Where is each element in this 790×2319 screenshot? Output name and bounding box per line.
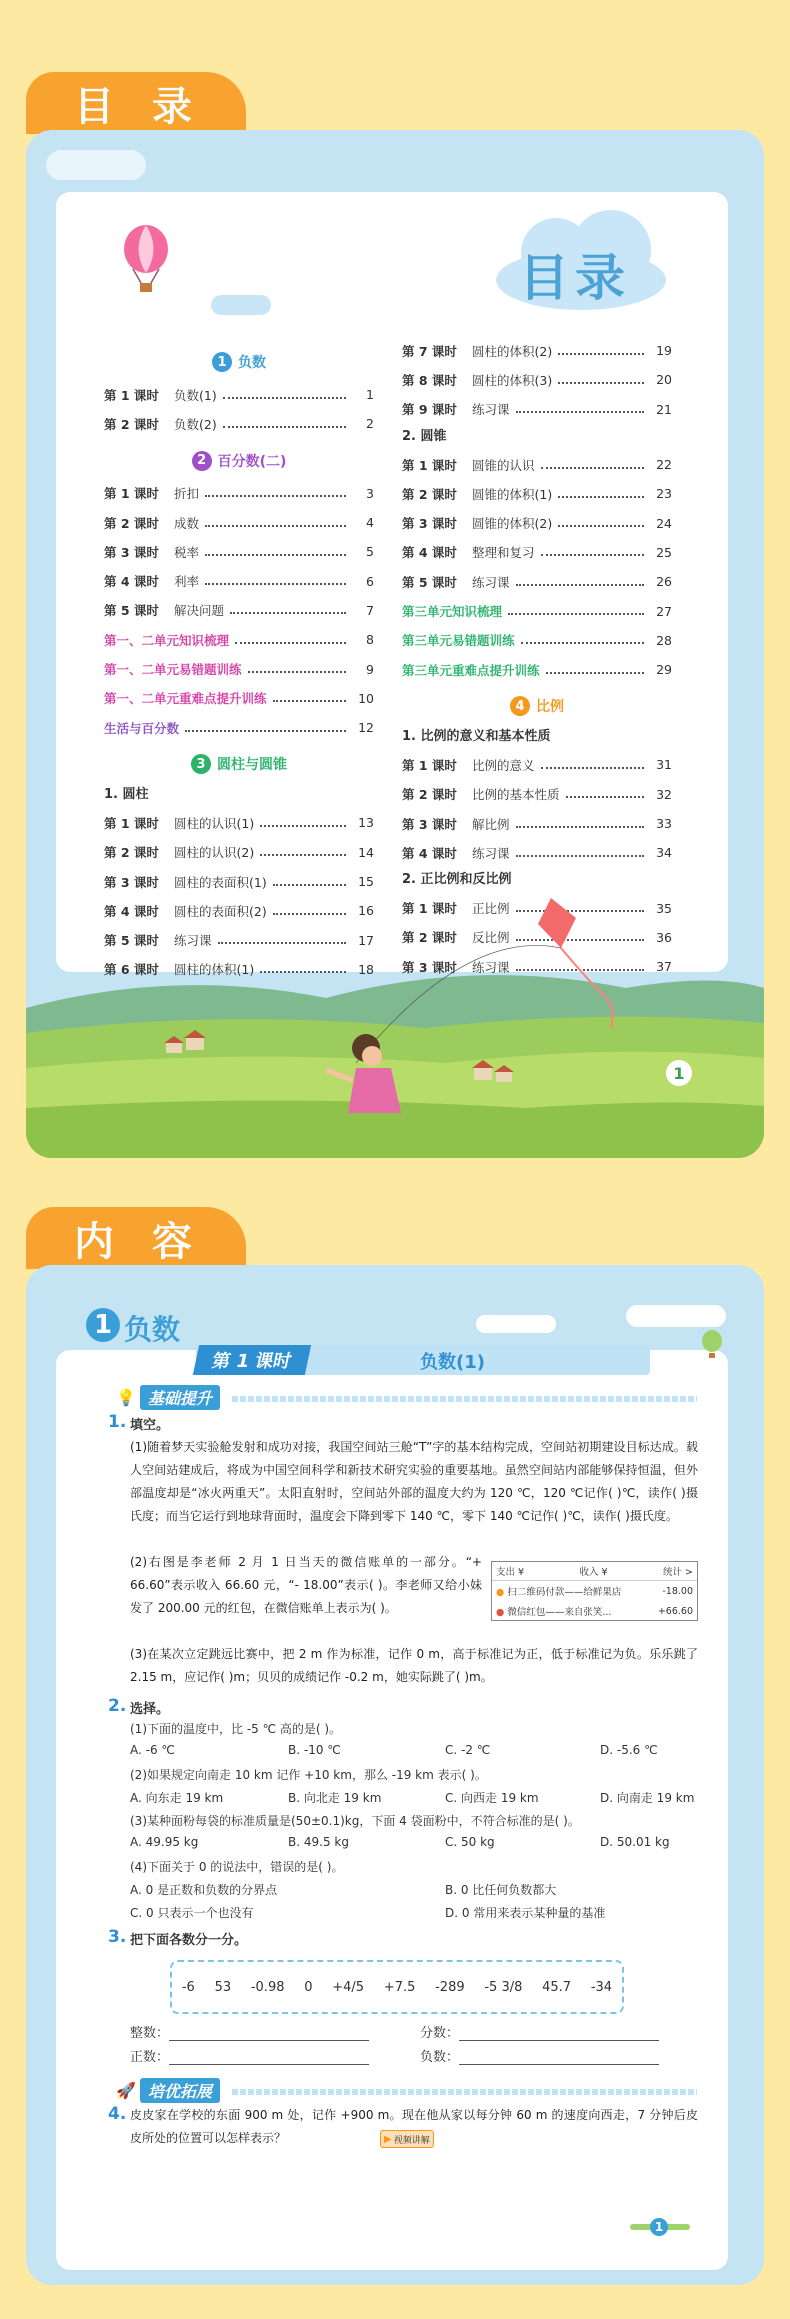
choice-option[interactable]: A. 49.95 kg xyxy=(130,1835,199,1849)
choice-option[interactable]: D. 0 常用来表示某种量的基准 xyxy=(445,1906,606,1920)
choice-option[interactable]: C. 0 只表示一个也没有 xyxy=(130,1906,254,1920)
basic-section-title: 基础提升 xyxy=(140,1385,220,1410)
page-number: 29 xyxy=(656,662,672,678)
toc-entry[interactable] xyxy=(402,780,672,809)
toc-entry[interactable] xyxy=(402,336,672,365)
lesson-title: 圆柱的体积(1) xyxy=(174,962,255,978)
unit-heading xyxy=(104,447,374,475)
toc-section-tab: 目 录 xyxy=(26,72,246,134)
question-number: 4. xyxy=(108,2104,127,2124)
classify-label: 分数： xyxy=(420,2026,460,2041)
lesson-title: 练习课 xyxy=(174,933,212,949)
unit-heading xyxy=(104,750,374,778)
lesson-label: 第 3 课时 xyxy=(402,516,457,532)
basic-section-header xyxy=(116,1385,220,1410)
lesson-title: 练习课 xyxy=(472,574,510,590)
lesson-title: 圆柱的认识(1) xyxy=(174,815,255,831)
cloud-decoration xyxy=(476,1315,556,1333)
dot-leader xyxy=(516,849,644,857)
lesson-title: 练习课 xyxy=(472,402,510,418)
page-number: 10 xyxy=(358,690,374,706)
page-number: 24 xyxy=(656,515,672,531)
lesson-label: 第 5 课时 xyxy=(104,603,159,619)
dot-leader xyxy=(516,820,644,828)
toc-big-title: 目录 xyxy=(519,249,631,307)
choice-option[interactable]: C. -2 ℃ xyxy=(445,1743,491,1757)
unit-number-badge: 4 xyxy=(510,696,530,716)
page-number: 2 xyxy=(366,416,374,432)
toc-entry[interactable] xyxy=(402,809,672,838)
page-number: 4 xyxy=(366,515,374,531)
toc-special-entry[interactable] xyxy=(104,654,374,683)
lesson-tag xyxy=(193,1345,311,1375)
page-number: 8 xyxy=(366,632,374,648)
dot-leader xyxy=(273,694,346,702)
page-number-label: 1 xyxy=(650,2218,668,2236)
special-title: 第三单元易错题训练 xyxy=(402,633,515,649)
toc-entry[interactable] xyxy=(402,567,672,596)
number-item: +7.5 xyxy=(383,1979,416,1995)
lesson-title: 成数 xyxy=(174,515,200,531)
lesson-title: 比例的意义 xyxy=(472,757,535,773)
number-box xyxy=(170,1960,624,2014)
dot-leader xyxy=(541,761,644,769)
choice-question-2: (2)如果规定向南走 10 km 记作 +10 km，那么 -19 km 表示( )。 xyxy=(130,1768,487,1782)
question-number: 2. xyxy=(108,1696,127,1716)
classify-label: 负数： xyxy=(420,2050,460,2065)
dot-leader xyxy=(223,391,346,399)
lesson-label: 第 4 课时 xyxy=(104,574,159,590)
toc-card xyxy=(26,130,764,1158)
toc-entry[interactable] xyxy=(104,537,374,566)
dot-leader xyxy=(230,606,346,614)
lesson-title: 正比例 xyxy=(472,901,510,917)
lesson-label: 第 1 课时 xyxy=(104,387,159,403)
toc-special-entry[interactable] xyxy=(104,625,374,654)
choice-question-4: (4)下面关于 0 的说法中，错误的是( )。 xyxy=(130,1860,344,1874)
special-title: 第一、二单元重难点提升训练 xyxy=(104,691,267,707)
extension-section-header xyxy=(116,2078,220,2103)
lesson-label: 第 4 课时 xyxy=(402,845,457,861)
page-number: 18 xyxy=(358,961,374,977)
unit-heading xyxy=(104,348,374,376)
lesson-title: 练习课 xyxy=(472,959,510,975)
number-item: -5 3/8 xyxy=(484,1979,523,1995)
dot-leader xyxy=(541,461,644,469)
landscape-illustration xyxy=(26,858,764,1158)
lesson-label: 第 6 课时 xyxy=(104,962,159,978)
wechat-row2-text: 微信红包——来自张笑... xyxy=(507,1607,612,1618)
lesson-label: 第 4 课时 xyxy=(104,903,159,919)
cloud-decoration xyxy=(46,150,146,180)
lesson-title: 练习课 xyxy=(472,845,510,861)
page-number: 34 xyxy=(656,845,672,861)
toc-entry[interactable] xyxy=(104,508,374,537)
choice-option[interactable]: A. 0 是正数和负数的分界点 xyxy=(130,1883,278,1897)
lesson-title: 解决问题 xyxy=(174,603,225,619)
toc-entry[interactable] xyxy=(104,808,374,837)
unit-title: 比例 xyxy=(536,699,564,716)
choice-option[interactable]: D. -5.6 ℃ xyxy=(600,1743,658,1757)
lesson-title: 圆柱的表面积(2) xyxy=(174,903,267,919)
choice-option[interactable]: A. 向东走 19 km xyxy=(130,1791,224,1805)
lesson-label: 第 1 课时 xyxy=(104,815,159,831)
page-number: 1 xyxy=(366,387,374,403)
lesson-label: 第 2 课时 xyxy=(104,416,159,432)
dot-leader xyxy=(205,489,346,497)
special-title: 第一、二单元易错题训练 xyxy=(104,662,242,678)
lesson-label: 第 1 课时 xyxy=(402,757,457,773)
section-divider xyxy=(232,1396,697,1402)
page-number: 17 xyxy=(358,932,374,948)
page-number: 7 xyxy=(366,602,374,618)
unit-number-badge: 1 xyxy=(212,352,232,372)
page-number: 19 xyxy=(656,343,672,359)
question-1-part-3: (3)在某次立定跳远比赛中，把 2 m 作为标准，记作 0 m，高于标准记为正，低于标准记为负。乐乐跳了 2.15 m，应记作( )m；贝贝的成绩记作 -0.2 m，她实际跳了( )m。 xyxy=(130,1647,698,1684)
dot-leader xyxy=(546,666,644,674)
choice-option[interactable]: B. 49.5 kg xyxy=(288,1835,349,1849)
toc-entry[interactable] xyxy=(402,395,672,424)
page-number: 13 xyxy=(358,815,374,831)
lesson-title: 圆锥的认识 xyxy=(472,457,535,473)
dot-leader xyxy=(205,577,346,585)
dot-leader xyxy=(508,607,644,615)
number-item: +4/5 xyxy=(332,1979,365,1995)
special-title: 第三单元重难点提升训练 xyxy=(402,662,540,678)
question-number: 3. xyxy=(108,1927,127,1947)
qr-payment-icon: ● xyxy=(496,1587,505,1598)
wechat-row1-text: 扫二维码付款——给鲜果店 xyxy=(507,1587,622,1598)
dot-leader xyxy=(205,548,346,556)
page-number: 20 xyxy=(656,372,672,388)
special-title: 第三单元知识梳理 xyxy=(402,604,503,620)
toc-entry[interactable] xyxy=(402,365,672,394)
number-item: -289 xyxy=(435,1979,465,1995)
hot-air-balloon-icon xyxy=(121,225,171,295)
lesson-label: 第 3 课时 xyxy=(402,816,457,832)
lesson-label: 第 4 课时 xyxy=(402,545,457,561)
wechat-income-label: 收入 ¥ xyxy=(579,1567,608,1578)
page-number: 16 xyxy=(358,903,374,919)
dot-leader xyxy=(223,420,346,428)
number-item: 0 xyxy=(304,1979,313,1995)
section-divider xyxy=(232,2089,697,2095)
dot-leader xyxy=(185,724,346,732)
toc-entry[interactable] xyxy=(104,479,374,508)
choice-option[interactable]: A. -6 ℃ xyxy=(130,1743,175,1757)
lesson-label: 第 3 课时 xyxy=(104,874,159,890)
page-number: 26 xyxy=(656,574,672,590)
lesson-label: 第 9 课时 xyxy=(402,402,457,418)
lesson-title: 利率 xyxy=(174,574,200,590)
unit-title: 负数 xyxy=(238,355,266,371)
lesson-title: 圆柱的体积(3) xyxy=(472,372,553,388)
choice-option[interactable]: B. -10 ℃ xyxy=(288,1743,341,1757)
dot-leader xyxy=(516,578,644,586)
cloud-decoration xyxy=(626,1305,726,1327)
page-number: 32 xyxy=(656,786,672,802)
wechat-stats-label: 统计 > xyxy=(663,1567,693,1578)
answer-line[interactable] xyxy=(459,2050,659,2065)
lesson-title: 圆锥的体积(1) xyxy=(472,486,553,502)
page-number: 25 xyxy=(656,544,672,560)
lesson-label: 第 1 课时 xyxy=(402,901,457,917)
kite-icon xyxy=(538,898,576,948)
toc-special-entry[interactable] xyxy=(104,713,374,742)
page-number: 37 xyxy=(656,959,672,975)
wechat-row2-amount: +66.60 xyxy=(657,1605,693,1617)
toc-entry[interactable] xyxy=(402,479,672,508)
special-title: 生活与百分数 xyxy=(104,720,180,736)
lightbulb-icon: 💡 xyxy=(116,1388,136,1407)
lesson-label: 第 2 课时 xyxy=(104,515,159,531)
subsection-heading: 2. 正比例和反比例 xyxy=(402,872,512,888)
choice-option[interactable]: C. 50 kg xyxy=(445,1835,495,1849)
lesson-label: 第 2 课时 xyxy=(402,787,457,803)
dot-leader xyxy=(521,636,644,644)
unit-heading xyxy=(402,692,672,720)
lesson-title: 折扣 xyxy=(174,486,200,502)
toc-entry[interactable] xyxy=(402,750,672,779)
rocket-icon: 🚀 xyxy=(116,2081,136,2100)
unit-title: 负数 xyxy=(124,1313,181,1346)
lesson-label: 第 1 课时 xyxy=(402,457,457,473)
page-number: 6 xyxy=(366,573,374,589)
unit-number-badge: 1 xyxy=(86,1308,120,1342)
number-item: -0.98 xyxy=(250,1979,285,1995)
play-icon: ▶ xyxy=(384,2133,392,2145)
question-4-text: 皮皮家在学校的东面 900 m 处，记作 +900 m。现在他从家以每分钟 60 m 的速度向西走，7 分钟后皮皮所处的位置可以怎样表示？ xyxy=(130,2108,698,2145)
number-item: -6 xyxy=(181,1979,195,1995)
lesson-title: 圆锥的体积(2) xyxy=(472,516,553,532)
dot-leader xyxy=(260,819,346,827)
page-number: 23 xyxy=(656,486,672,502)
toc-entry[interactable] xyxy=(402,508,672,537)
toc-entry[interactable] xyxy=(104,380,374,409)
page-number: 9 xyxy=(366,661,374,677)
content-page-number xyxy=(630,2218,690,2236)
choice-option[interactable]: D. 向南走 19 km xyxy=(600,1791,695,1805)
page-number: 36 xyxy=(656,929,672,945)
lesson-label: 第 3 课时 xyxy=(104,544,159,560)
lesson-title: 税率 xyxy=(174,544,200,560)
lesson-title: 比例的基本性质 xyxy=(472,787,560,803)
classify-negatives xyxy=(420,2046,659,2065)
lesson-label: 第 2 课时 xyxy=(402,486,457,502)
lesson-tag-label: 第 1 课时 xyxy=(209,1351,294,1372)
page-number: 31 xyxy=(656,757,672,773)
extension-section-title: 培优拓展 xyxy=(140,2078,220,2103)
wechat-bill xyxy=(491,1561,698,1621)
number-item: -34 xyxy=(590,1979,613,1995)
lesson-title: 反比例 xyxy=(472,930,510,946)
choice-option[interactable]: D. 50.01 kg xyxy=(600,1835,670,1849)
page-number: 5 xyxy=(366,544,374,560)
page-number: 27 xyxy=(656,603,672,619)
dot-leader xyxy=(558,519,644,527)
toc-entry[interactable] xyxy=(104,566,374,595)
video-explain-label: 视频讲解 xyxy=(393,2135,430,2146)
page-number: 12 xyxy=(358,720,374,736)
classify-label: 整数： xyxy=(130,2026,170,2041)
unit-number-badge: 2 xyxy=(192,451,212,471)
dot-leader xyxy=(205,519,346,527)
lesson-label: 第 5 课时 xyxy=(104,933,159,949)
lesson-title: 解比例 xyxy=(472,816,510,832)
dot-leader xyxy=(558,376,644,384)
classify-positives xyxy=(130,2046,369,2065)
lesson-label: 第 2 课时 xyxy=(402,930,457,946)
classify-fractions xyxy=(420,2022,659,2041)
special-title: 第一、二单元知识梳理 xyxy=(104,632,230,648)
dot-leader xyxy=(248,665,346,673)
toc-entry[interactable] xyxy=(402,450,672,479)
dot-leader xyxy=(566,790,644,798)
balloon-small-icon xyxy=(700,1330,724,1360)
subsection-heading: 1. 圆柱 xyxy=(104,787,149,803)
page-number: 22 xyxy=(656,457,672,473)
lesson-label: 第 2 课时 xyxy=(104,845,159,861)
choice-option[interactable]: C. 向西走 19 km xyxy=(445,1791,539,1805)
video-explain-button[interactable] xyxy=(380,2130,434,2148)
question-title: 选择。 xyxy=(130,1702,170,1717)
choice-option[interactable]: B. 向北走 19 km xyxy=(288,1791,382,1805)
question-title: 填空。 xyxy=(130,1418,170,1433)
page-number: 28 xyxy=(656,632,672,648)
lesson-title: 圆柱的表面积(1) xyxy=(174,874,267,890)
lesson-label: 第 5 课时 xyxy=(402,574,457,590)
dot-leader xyxy=(235,636,346,644)
dot-leader xyxy=(558,490,644,498)
choice-question-3: (3)某种面粉每袋的标准质量是(50±0.1)kg，下面 4 袋面粉中，不符合标准的是( )。 xyxy=(130,1814,580,1828)
toc-special-entry[interactable] xyxy=(402,596,672,625)
red-packet-icon: ● xyxy=(496,1607,505,1618)
classify-integers xyxy=(130,2022,369,2041)
page-number: 15 xyxy=(358,874,374,889)
toc-special-entry[interactable] xyxy=(402,655,672,684)
unit-title: 百分数(二) xyxy=(217,453,287,470)
answer-line[interactable] xyxy=(169,2050,369,2065)
wechat-row1-amount: -18.00 xyxy=(662,1585,693,1597)
subsection-heading: 1. 比例的意义和基本性质 xyxy=(402,729,551,745)
dot-leader xyxy=(260,848,346,856)
unit-number-badge: 3 xyxy=(191,754,211,774)
toc-entry[interactable] xyxy=(402,538,672,567)
subsection-heading: 2. 圆锥 xyxy=(402,428,447,444)
answer-line[interactable] xyxy=(459,2026,659,2041)
small-cloud-decoration xyxy=(211,295,271,315)
lesson-label: 第 1 课时 xyxy=(104,486,159,502)
number-item: 45.7 xyxy=(542,1979,572,1995)
lesson-name: 负数(1) xyxy=(420,1352,485,1373)
page-number: 33 xyxy=(656,816,672,831)
choice-option[interactable]: B. 0 比任何负数都大 xyxy=(445,1883,557,1897)
wechat-expense-label: 支出 ¥ xyxy=(496,1567,525,1578)
toc-entry[interactable] xyxy=(104,596,374,625)
page-number: 35 xyxy=(656,900,672,916)
page-number: 14 xyxy=(358,844,374,860)
lesson-label: 第 3 课时 xyxy=(402,959,457,975)
choice-question-1: (1)下面的温度中，比 -5 ℃ 高的是( )。 xyxy=(130,1722,342,1736)
classify-label: 正数： xyxy=(130,2050,170,2065)
page-number: 21 xyxy=(656,401,672,417)
lesson-title: 整理和复习 xyxy=(472,545,535,561)
question-number: 1. xyxy=(108,1412,127,1432)
toc-entry[interactable] xyxy=(104,409,374,438)
lesson-title: 负数(2) xyxy=(174,416,217,432)
question-title: 把下面各数分一分。 xyxy=(130,1933,248,1948)
toc-special-entry[interactable] xyxy=(402,626,672,655)
lesson-title: 负数(1) xyxy=(174,387,217,403)
dot-leader xyxy=(541,548,644,556)
toc-special-entry[interactable] xyxy=(104,684,374,713)
lesson-label: 第 8 课时 xyxy=(402,372,457,388)
page-number: 3 xyxy=(366,485,374,501)
toc-page-number: 1 xyxy=(666,1060,692,1086)
answer-line[interactable] xyxy=(169,2026,369,2041)
lesson-title: 圆柱的认识(2) xyxy=(174,845,255,861)
lesson-label: 第 7 课时 xyxy=(402,343,457,359)
dot-leader xyxy=(558,347,644,355)
content-section-tab: 内 容 xyxy=(26,1207,246,1269)
question-1-part-1: (1)随着梦天实验舱发射和成功对接，我国空间站三舱“T”字的基本结构完成，空间站初期建设目标达成。载人空间站建成后，将成为中国空间科学和新技术研究实验的重要基地。虽然空间站内部能够保持恒温，但外部温度却是“冰火两重天”。太阳直射时，空间站外部的温度大约为 120 ℃，120 ℃记作( )℃，读作( )摄氏度；而当它运行到地球背面时，温度会下降到零下 140 ℃，零下 140 ℃记作( )℃，读作( )摄氏度。 xyxy=(130,1440,698,1523)
lesson-title: 圆柱的体积(2) xyxy=(472,343,553,359)
question-1-part-2: (2)右图是李老师 2 月 1 日当天的微信账单的一部分。“+ 66.60”表示收入 66.60 元，“- 18.00”表示( )。李老师又给小妹发了 200.00 元的红包，在微信账单上表示为( )。 xyxy=(130,1555,482,1615)
number-item: 53 xyxy=(214,1979,232,1995)
unit-title: 圆柱与圆锥 xyxy=(217,757,287,774)
dot-leader xyxy=(516,405,644,413)
